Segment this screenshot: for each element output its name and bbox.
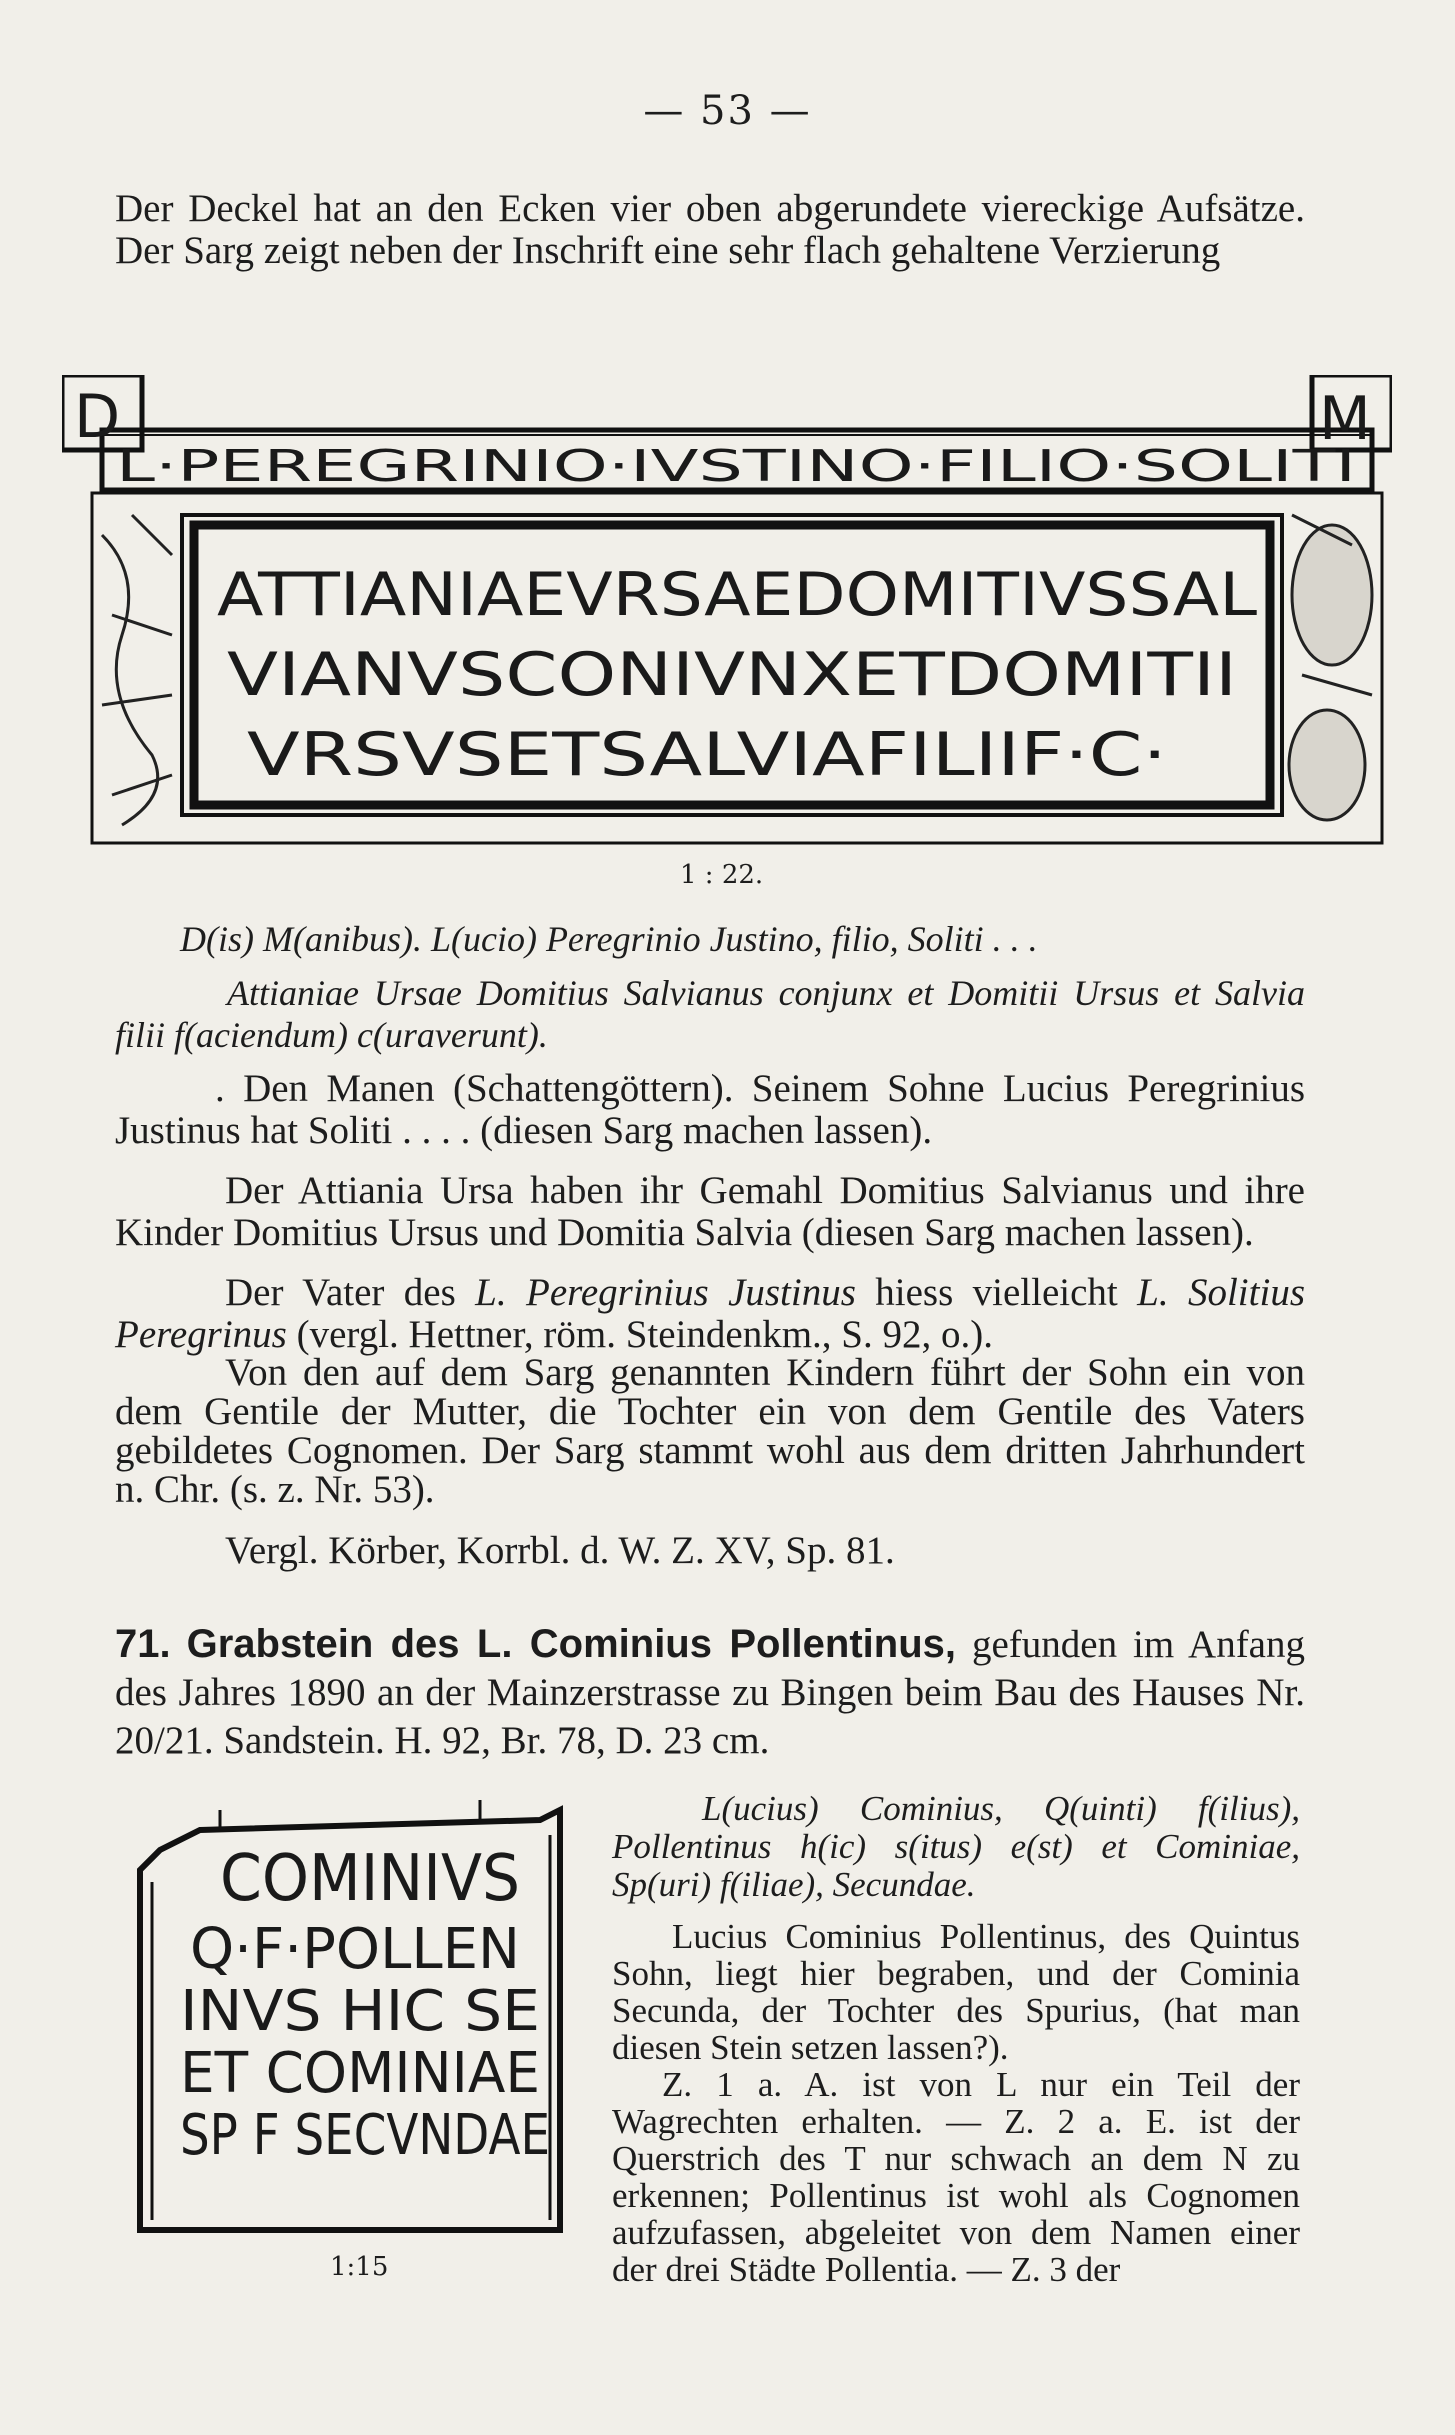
note-1-name-b: L. Solitius Peregrinus xyxy=(115,1271,1305,1356)
note-1-name-a: L. Peregrinius Justinus xyxy=(475,1271,856,1314)
translation-1b: Der Attiania Ursa haben ihr Gemahl Domitius Salvianus und ihre Kinder Domitius Ursus und Domitia Salvia (diesen Sarg machen lassen). xyxy=(115,1169,1305,1254)
stone-line-2: Q·F·POLLEN xyxy=(190,1917,520,1982)
entry-number: 71. xyxy=(115,1622,171,1666)
commentary-2: Z. 1 a. A. ist von L nur ein Teil der Wagrechten erhalten. — Z. 2 a. E. ist der Querstrich des T nur schwach an dem N zu erkennen; Pollentinus ist wohl als Cognomen aufzufassen, abgeleitet von dem Namen einer der drei Städte Pollentia. — Z. 3 der xyxy=(612,2065,1300,2289)
entry-71-heading xyxy=(115,1620,1305,1765)
transcription-1b: Attianiae Ursae Domitius Salvianus conjunx et Domitii Ursus et Salvia filii f(aciendum) c(uraverunt). xyxy=(115,973,1305,1055)
note-1-text-c: (vergl. Hettner, röm. Steindenkm., S. 92, o.). xyxy=(286,1313,993,1356)
corner-right-letter: M xyxy=(1319,384,1371,454)
note-3: Vergl. Körber, Korrbl. d. W. Z. XV, Sp. 81. xyxy=(225,1529,895,1572)
corner-left-letter: D xyxy=(74,382,121,452)
entry-description: gefunden im Anfang des Jahres 1890 an der Mainzerstrasse zu Bingen beim Bau des Hauses Nr. 20/21. Sandstein. H. 92, Br. 78, D. 23 cm. xyxy=(115,1623,1305,1762)
intro-paragraph: Der Deckel hat an den Ecken vier oben abgerundete viereckige Aufsätze. Der Sarg zeigt neben der Inschrift eine sehr flach gehaltene Verzierung xyxy=(115,187,1305,272)
entry-title: Grabstein des L. Cominius Pollentinus, xyxy=(186,1622,956,1666)
sarcophagus-inscription-figure xyxy=(62,375,1392,845)
translation-1a: . Den Manen (Schattengöttern). Seinem Sohne Lucius Peregrinius Justinus hat Soliti . . . . (diesen Sarg machen lassen). xyxy=(115,1067,1305,1152)
page-number: — 53 — xyxy=(643,88,812,134)
figure-2-scale: 1:15 xyxy=(330,2252,389,2282)
inscription-line-3: VRSVSETSALVIAFILIIF·C· xyxy=(247,720,1167,790)
inscription-line-2: VIANVSCONIVNXETDOMITII xyxy=(227,640,1237,710)
gravestone-drawing xyxy=(120,1790,600,2260)
inscription-line-1: ATTIANIAEVRSAEDOMITIVSSAL xyxy=(217,560,1258,630)
note-2: Von den auf dem Sarg genannten Kindern führt der Sohn ein von dem Gentile der Mutter, die Tochter ein von dem Gentile des Vaters gebildetes Cognomen. Der Sarg stammt wohl aus dem dritten Jahrhundert n. Chr. (s. z. Nr. 53). xyxy=(115,1351,1305,1511)
stone-line-3: INVS HIC SE xyxy=(180,1979,540,2044)
gravestone-figure xyxy=(120,1790,600,2260)
lid-inscription: L·PEREGRINIO·IVSTINO·FILIO·SOLITI xyxy=(116,441,1356,492)
note-1-text-b: hiess vielleicht xyxy=(855,1271,1138,1314)
figure-1-scale: 1 : 22. xyxy=(680,860,764,890)
translation-2: Lucius Cominius Pollentinus, des Quintus Sohn, liegt hier begraben, und der Cominia Secunda, der Tochter des Spurius, (hat man diesen Stein setzen lassen?). xyxy=(612,1917,1300,2067)
stone-line-4: ET COMINIAE xyxy=(180,2041,540,2106)
transcription-2: L(ucius) Cominius, Q(uinti) f(ilius), Pollentinus h(ic) s(itus) e(st) et Cominiae, Sp(uri) f(iliae), Secundae. xyxy=(612,1789,1300,1904)
sarcophagus-drawing xyxy=(62,375,1392,845)
stone-line-5: SP F SECVNDAE xyxy=(180,2103,550,2168)
stone-line-1: COMINIVS xyxy=(220,1842,520,1916)
note-1-text-a: Der Vater des xyxy=(225,1271,476,1314)
transcription-1 xyxy=(180,918,1305,960)
note-1 xyxy=(115,1272,1305,1356)
transcription-1-line: D(is) M(anibus). L(ucio) Peregrinio Justino, filio, Soliti . . . xyxy=(180,919,1038,959)
